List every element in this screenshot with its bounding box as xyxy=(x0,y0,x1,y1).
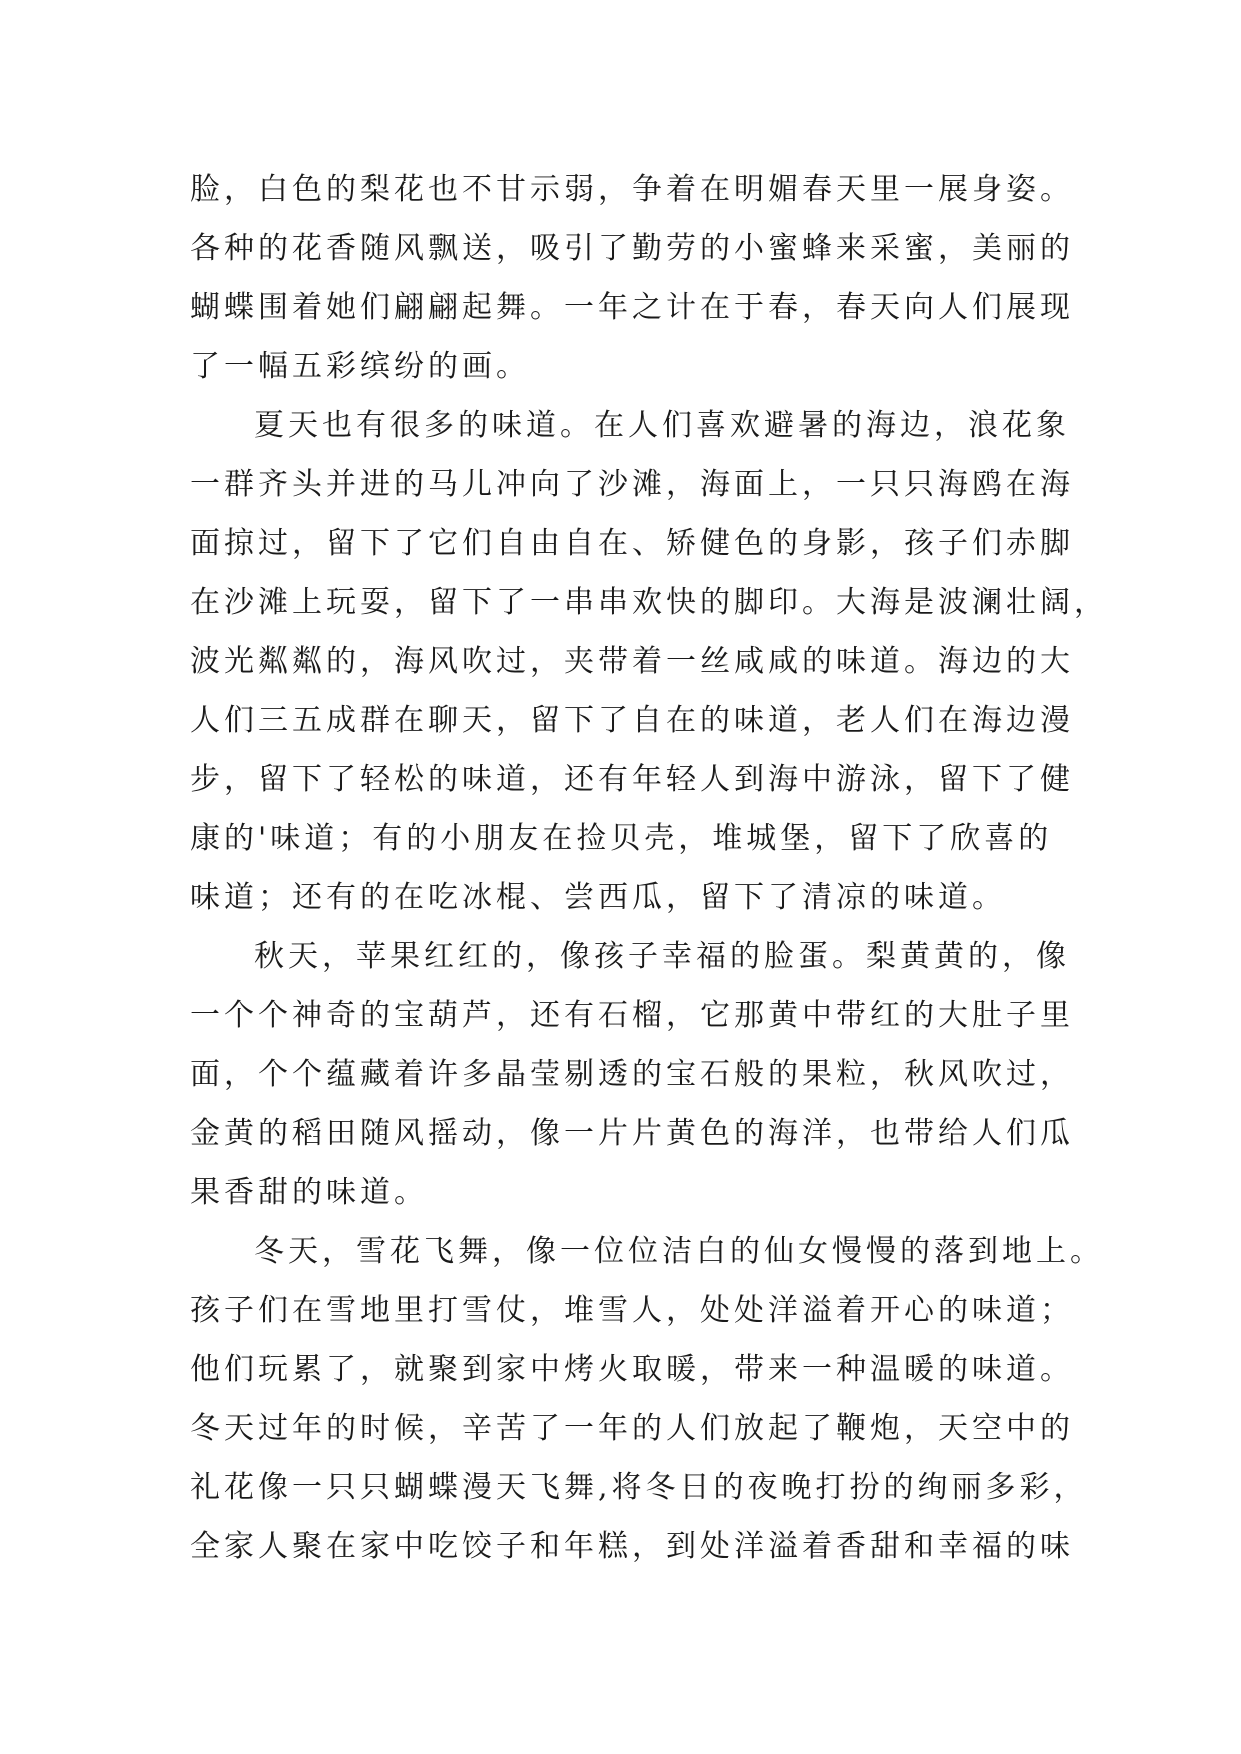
text-line: 波光粼粼的，海风吹过，夹带着一丝咸咸的味道。海边的大 xyxy=(190,644,1074,679)
body-text xyxy=(190,160,1108,1576)
paragraph-start-line: 秋天，苹果红红的，像孩子幸福的脸蛋。梨黄黄的，像 xyxy=(254,939,1070,974)
text-line: 康的'味道；有的小朋友在捡贝壳，堆城堡，留下了欣喜的 xyxy=(190,821,1053,856)
text-line: 了一幅五彩缤纷的画。 xyxy=(190,349,530,384)
text-line: 蝴蝶围着她们翩翩起舞。一年之计在于春，春天向人们展现 xyxy=(190,290,1074,325)
text-line: 脸，白色的梨花也不甘示弱，争着在明媚春天里一展身姿。 xyxy=(190,172,1074,207)
text-line: 他们玩累了，就聚到家中烤火取暖，带来一种温暖的味道。 xyxy=(190,1352,1074,1387)
text-line: 果香甜的味道。 xyxy=(190,1175,428,1210)
text-line: 全家人聚在家中吃饺子和年糕，到处洋溢着香甜和幸福的味 xyxy=(190,1529,1074,1564)
paragraph-start-line: 冬天，雪花飞舞，像一位位洁白的仙女慢慢的落到地上。 xyxy=(254,1234,1104,1269)
text-line: 在沙滩上玩耍，留下了一串串欢快的脚印。大海是波澜壮阔， xyxy=(190,585,1108,620)
text-line: 一群齐头并进的马儿冲向了沙滩，海面上，一只只海鸥在海 xyxy=(190,467,1074,502)
text-line: 金黄的稻田随风摇动，像一片片黄色的海洋，也带给人们瓜 xyxy=(190,1116,1074,1151)
text-line: 一个个神奇的宝葫芦，还有石榴，它那黄中带红的大肚子里 xyxy=(190,998,1074,1033)
text-line: 礼花像一只只蝴蝶漫天飞舞,将冬日的夜晚打扮的绚丽多彩， xyxy=(190,1470,1088,1505)
text-line: 步，留下了轻松的味道，还有年轻人到海中游泳，留下了健 xyxy=(190,762,1074,797)
text-line: 面，个个蕴藏着许多晶莹剔透的宝石般的果粒，秋风吹过， xyxy=(190,1057,1074,1092)
text-line: 各种的花香随风飘送，吸引了勤劳的小蜜蜂来采蜜，美丽的 xyxy=(190,231,1074,266)
text-line: 面掠过，留下了它们自由自在、矫健色的身影，孩子们赤脚 xyxy=(190,526,1074,561)
text-line: 孩子们在雪地里打雪仗，堆雪人，处处洋溢着开心的味道； xyxy=(190,1293,1074,1328)
text-line: 味道；还有的在吃冰棍、尝西瓜，留下了清凉的味道。 xyxy=(190,880,1006,915)
text-line: 人们三五成群在聊天，留下了自在的味道，老人们在海边漫 xyxy=(190,703,1074,738)
text-line: 冬天过年的时候，辛苦了一年的人们放起了鞭炮，天空中的 xyxy=(190,1411,1074,1446)
paragraph-start-line: 夏天也有很多的味道。在人们喜欢避暑的海边，浪花象 xyxy=(254,408,1070,443)
